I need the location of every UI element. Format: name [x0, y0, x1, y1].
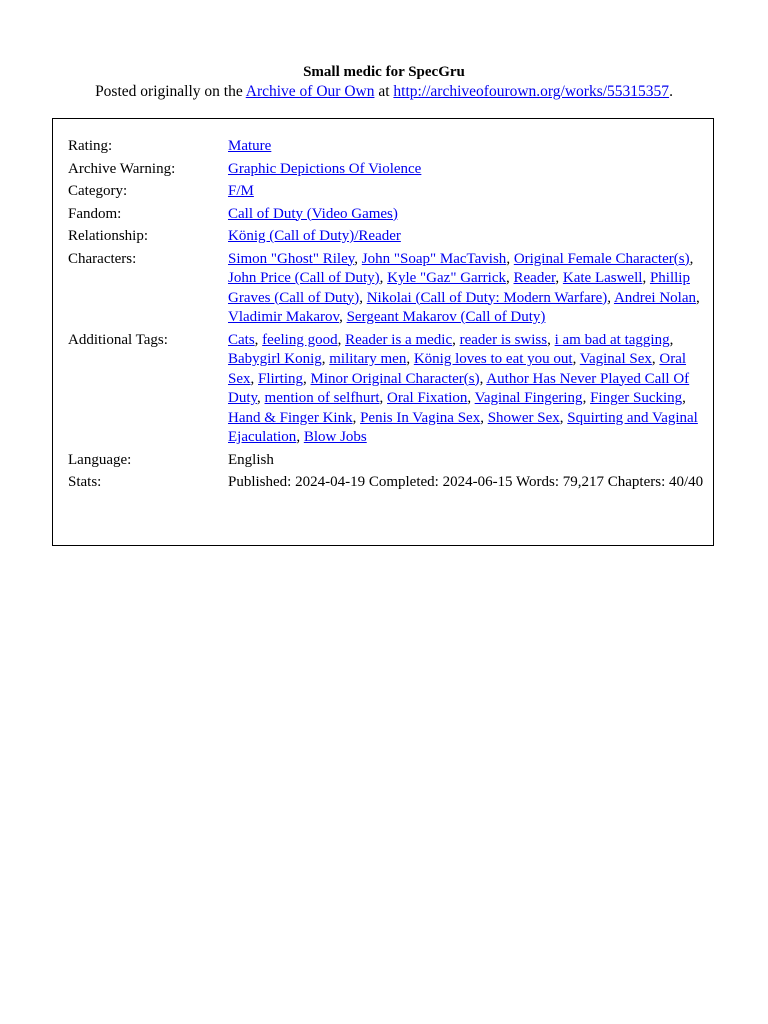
tag-link[interactable]: Reader: [513, 270, 556, 286]
warning-label: Archive Warning:: [68, 160, 176, 177]
tag-link[interactable]: Penis In Vagina Sex: [360, 409, 481, 426]
category-label: Category:: [68, 183, 128, 199]
posted-middle: at: [374, 83, 394, 100]
rating-values: [228, 137, 704, 160]
meta-row-language: [68, 451, 704, 474]
tag-link[interactable]: Oral Fixation: [387, 390, 468, 406]
tag-link[interactable]: Hand & Finger Kink: [228, 409, 353, 426]
tag-link[interactable]: Phillip Graves (Call of Duty): [228, 270, 690, 306]
tag-link[interactable]: Reader is a medic: [345, 331, 453, 348]
tag-link[interactable]: König (Call of Duty)/Reader: [228, 228, 401, 244]
tag-link[interactable]: i am bad at tagging: [554, 331, 670, 348]
characters-label: Characters:: [68, 250, 137, 267]
tag-link[interactable]: Cats: [228, 331, 255, 348]
tag-link[interactable]: Simon "Ghost" Riley: [228, 250, 355, 267]
tag-link[interactable]: Shower Sex: [487, 409, 560, 426]
tag-link[interactable]: Vaginal Sex: [579, 351, 652, 367]
work-meta-table: [68, 137, 704, 493]
tag-link[interactable]: Oral Sex: [228, 351, 687, 387]
tag-link[interactable]: Blow Jobs: [303, 429, 367, 445]
meta-row-relationship: [68, 227, 704, 250]
meta-row-warning: [68, 160, 704, 183]
tag-link[interactable]: Babygirl Konig: [228, 351, 322, 367]
tags-values: Cats, feeling good, Reader is a medic, reader is swiss, i am bad at tagging, Babygirl Konig, military men, König loves to eat you out, Vaginal Sex, Oral Sex, Flirting, Minor Original Character(s), Author Has Never Played Call Of Duty, mention of selfhurt, Oral Fixation, Vaginal Fingering, Finger Sucking, Hand & Finger Kink, Penis In Vagina Sex, Shower Sex, Squirting and Vaginal Ejaculation, Blow Jobs: [228, 331, 698, 445]
tag-link[interactable]: Vladimir Makarov: [228, 309, 340, 325]
tag-link[interactable]: F/M: [228, 183, 254, 199]
work-header: [0, 62, 768, 102]
tags-label: Additional Tags:: [68, 331, 168, 348]
tag-link[interactable]: Flirting: [258, 370, 304, 387]
tag-link[interactable]: John "Soap" MacTavish: [361, 250, 507, 267]
archive-link[interactable]: Archive of Our Own: [245, 83, 375, 100]
meta-row-stats: [68, 473, 704, 493]
tag-link[interactable]: Vaginal Fingering: [474, 390, 583, 406]
stats-label: Stats:: [68, 474, 102, 490]
language-value: English: [228, 451, 274, 468]
tag-link[interactable]: Nikolai (Call of Duty: Modern Warfare): [366, 289, 608, 306]
tag-link[interactable]: Original Female Character(s): [513, 250, 690, 267]
tag-link[interactable]: Graphic Depictions Of Violence: [228, 160, 422, 177]
fandom-label: Fandom:: [68, 205, 122, 222]
stats-value: Published: 2024-04-19 Completed: 2024-06-15 Words: 79,217 Chapters: 40/40: [228, 474, 704, 490]
work-title: Small medic for SpecGru: [303, 64, 465, 80]
tag-link[interactable]: Minor Original Character(s): [310, 370, 480, 387]
category-values: [228, 182, 704, 205]
tag-link[interactable]: Call of Duty (Video Games): [228, 205, 398, 222]
tag-link[interactable]: Finger Sucking: [590, 390, 683, 406]
tag-link[interactable]: mention of selfhurt: [264, 390, 380, 406]
meta-row-fandom: [68, 205, 704, 228]
tag-link[interactable]: Squirting and Vaginal Ejaculation: [228, 409, 698, 445]
tag-link[interactable]: Andrei Nolan: [613, 289, 696, 306]
language-label: Language:: [68, 451, 132, 468]
warning-values: [228, 160, 704, 183]
relationship-values: [228, 227, 704, 250]
fandom-values: [228, 205, 704, 228]
tag-link[interactable]: feeling good: [262, 331, 338, 348]
characters-values: Simon "Ghost" Riley, John "Soap" MacTavish, Original Female Character(s), John Price (Call of Duty), Kyle "Gaz" Garrick, Reader, Kate Laswell, Phillip Graves (Call of Duty), Nikolai (Call of Duty: Modern Warfare), Andrei Nolan, Vladimir Makarov, Sergeant Makarov (Call of Duty): [228, 250, 700, 325]
tag-link[interactable]: Sergeant Makarov (Call of Duty): [346, 309, 546, 325]
work-url-link[interactable]: http://archiveofourown.org/works/55315357: [393, 83, 670, 100]
tag-link[interactable]: König loves to eat you out: [413, 351, 573, 367]
posted-line: [0, 82, 768, 102]
tag-link[interactable]: military men: [329, 351, 407, 367]
tag-link[interactable]: John Price (Call of Duty): [228, 270, 380, 286]
posted-suffix: .: [669, 83, 673, 100]
relationship-label: Relationship:: [68, 228, 148, 244]
tag-link[interactable]: Kyle "Gaz" Garrick: [387, 270, 506, 286]
tag-link[interactable]: Kate Laswell: [562, 270, 643, 286]
posted-prefix: Posted originally on the: [95, 83, 246, 100]
meta-row-rating: [68, 137, 704, 160]
meta-row-category: [68, 182, 704, 205]
tag-link[interactable]: Mature: [228, 138, 272, 154]
meta-row-tags: [68, 331, 704, 451]
rating-label: Rating:: [68, 138, 113, 154]
tag-link[interactable]: reader is swiss: [459, 331, 548, 348]
meta-row-characters: [68, 250, 704, 331]
work-meta-box: [52, 118, 714, 546]
tag-link[interactable]: Author Has Never Played Call Of Duty: [228, 370, 690, 406]
